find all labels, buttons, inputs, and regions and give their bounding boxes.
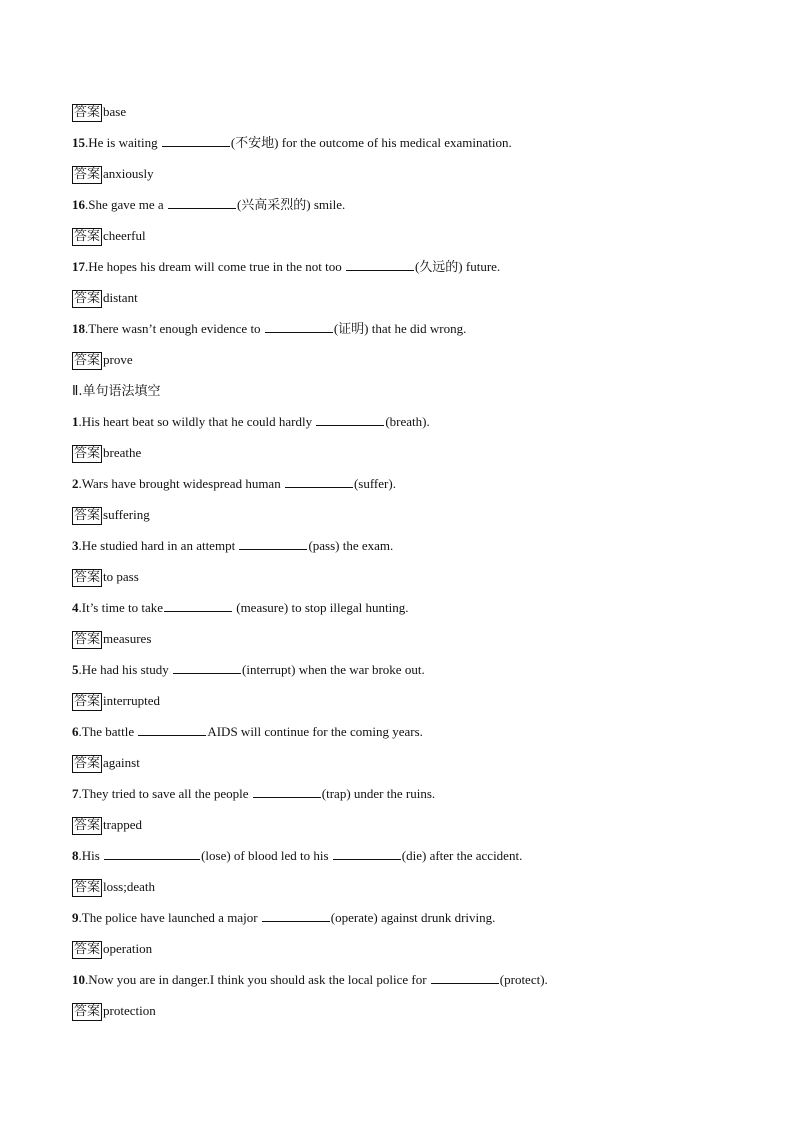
question-line — [72, 845, 752, 876]
answer-tag: 答案 — [74, 818, 101, 833]
question-number: 6 — [72, 724, 79, 739]
question-text-after: (interrupt) when the war broke out. — [242, 662, 425, 677]
question-text-before: .He is waiting — [85, 135, 161, 150]
answer-text: loss;death — [103, 879, 156, 894]
question-text-before: .He had his study — [78, 662, 173, 677]
answer-line — [72, 814, 752, 845]
answer-tag: 答案 — [74, 756, 101, 771]
question-line — [72, 132, 752, 163]
question-text-after: (trap) under the ruins. — [321, 786, 436, 801]
answer-tag: 答案 — [74, 508, 101, 523]
answer-line — [72, 101, 752, 132]
answer-text: operation — [103, 941, 153, 956]
fill-blank[interactable] — [104, 845, 200, 860]
fill-blank[interactable] — [333, 845, 401, 860]
answer-text: interrupted — [103, 693, 161, 708]
answer-line — [72, 752, 752, 783]
answer-tag: 答案 — [74, 105, 101, 120]
answer-line — [72, 566, 752, 597]
question-text-after: that he did wrong. — [368, 321, 467, 336]
question-number: 15 — [72, 135, 85, 150]
question-line — [72, 721, 752, 752]
fill-blank[interactable] — [265, 318, 333, 333]
fill-blank[interactable] — [285, 473, 353, 488]
answer-tag: 答案 — [74, 229, 101, 244]
answer-text: breathe — [103, 445, 142, 460]
fill-blank[interactable] — [162, 132, 230, 147]
question-number: 17 — [72, 259, 85, 274]
answer-line — [72, 225, 752, 256]
section-title: Ⅱ.单句语法填空 — [72, 384, 161, 399]
question-number: 2 — [72, 476, 79, 491]
fill-blank[interactable] — [138, 721, 206, 736]
answer-line — [72, 163, 752, 194]
answer-tag: 答案 — [74, 353, 101, 368]
answer-tag: 答案 — [74, 1004, 101, 1019]
question-line — [72, 659, 752, 690]
question-line — [72, 411, 752, 442]
question-number: 7 — [72, 786, 79, 801]
answer-line — [72, 628, 752, 659]
question-text-after: (pass) the exam. — [308, 538, 394, 553]
answer-line — [72, 442, 752, 473]
blank-hint: (不安地) — [230, 135, 279, 150]
answer-line — [72, 287, 752, 318]
answer-text: against — [103, 755, 140, 770]
question-number: 16 — [72, 197, 85, 212]
fill-blank[interactable] — [346, 256, 414, 271]
answer-tag: 答案 — [74, 167, 101, 182]
fill-blank[interactable] — [239, 535, 307, 550]
answer-text: cheerful — [103, 228, 146, 243]
question-number: 4 — [72, 600, 79, 615]
question-text-before: .There wasn’t enough evidence to — [85, 321, 264, 336]
worksheet-content — [72, 101, 752, 1031]
question-line — [72, 535, 752, 566]
answer-line — [72, 1000, 752, 1031]
answer-text: prove — [103, 352, 133, 367]
answer-text: to pass — [103, 569, 139, 584]
question-number: 8 — [72, 848, 79, 863]
blank-hint: (久远的) — [414, 259, 463, 274]
answer-line — [72, 938, 752, 969]
fill-blank[interactable] — [173, 659, 241, 674]
question-text-before: .The police have launched a major — [78, 910, 261, 925]
question-text-before: .He hopes his dream will come true in the not too — [85, 259, 345, 274]
fill-blank[interactable] — [431, 969, 499, 984]
answer-tag: 答案 — [74, 880, 101, 895]
fill-blank[interactable] — [168, 194, 236, 209]
question-line — [72, 318, 752, 349]
question-text-after: (measure) to stop illegal hunting. — [232, 600, 409, 615]
question-line — [72, 969, 752, 1000]
question-text-before: .She gave me a — [85, 197, 167, 212]
question-number: 5 — [72, 662, 79, 677]
question-number: 18 — [72, 321, 85, 336]
answer-line — [72, 504, 752, 535]
question-line — [72, 907, 752, 938]
answer-text: anxiously — [103, 166, 154, 181]
question-text-before: .His — [78, 848, 104, 863]
question-line — [72, 194, 752, 225]
question-text-before: .The battle — [78, 724, 138, 739]
answer-line — [72, 690, 752, 721]
answer-text: suffering — [103, 507, 150, 522]
section-heading-line — [72, 380, 752, 411]
question-number: 9 — [72, 910, 79, 925]
answer-text: measures — [103, 631, 152, 646]
answer-tag: 答案 — [74, 446, 101, 461]
question-line — [72, 597, 752, 628]
answer-tag: 答案 — [74, 632, 101, 647]
question-number: 1 — [72, 414, 79, 429]
question-number: 10 — [72, 972, 85, 987]
fill-blank[interactable] — [253, 783, 321, 798]
answer-tag: 答案 — [74, 942, 101, 957]
answer-tag: 答案 — [74, 570, 101, 585]
answer-text: trapped — [103, 817, 142, 832]
question-line — [72, 783, 752, 814]
question-text-after: (die) after the accident. — [401, 848, 523, 863]
question-text-after: (breath). — [385, 414, 430, 429]
blank-hint: (兴高采烈的) — [236, 197, 311, 212]
question-text-after: future. — [462, 259, 501, 274]
question-line — [72, 256, 752, 287]
blank-hint: (证明) — [333, 321, 369, 336]
question-text-before: .His heart beat so wildly that he could hardly — [78, 414, 316, 429]
question-text-after: AIDS will continue for the coming years. — [207, 724, 423, 739]
question-text-before: .He studied hard in an attempt — [78, 538, 239, 553]
fill-blank[interactable] — [316, 411, 384, 426]
question-line — [72, 473, 752, 504]
answer-text: base — [103, 104, 127, 119]
answer-tag: 答案 — [74, 291, 101, 306]
question-text-before: .Now you are in danger.I think you should ask the local police for — [85, 972, 430, 987]
answer-line — [72, 876, 752, 907]
answer-text: distant — [103, 290, 138, 305]
question-text-before: .Wars have brought widespread human — [78, 476, 284, 491]
answer-text: protection — [103, 1003, 156, 1018]
answer-line — [72, 349, 752, 380]
question-text-after: (operate) against drunk driving. — [330, 910, 496, 925]
answer-tag: 答案 — [74, 694, 101, 709]
fill-blank[interactable] — [262, 907, 330, 922]
question-text-after: for the outcome of his medical examination. — [278, 135, 512, 150]
question-text-middle: (lose) of blood led to his — [201, 848, 332, 863]
question-text-after: (protect). — [499, 972, 548, 987]
question-text-after: (suffer). — [353, 476, 396, 491]
question-text-before: .They tried to save all the people — [78, 786, 252, 801]
question-text-before: .It’s time to take — [78, 600, 163, 615]
fill-blank[interactable] — [164, 597, 232, 612]
question-number: 3 — [72, 538, 79, 553]
question-text-after: smile. — [310, 197, 346, 212]
